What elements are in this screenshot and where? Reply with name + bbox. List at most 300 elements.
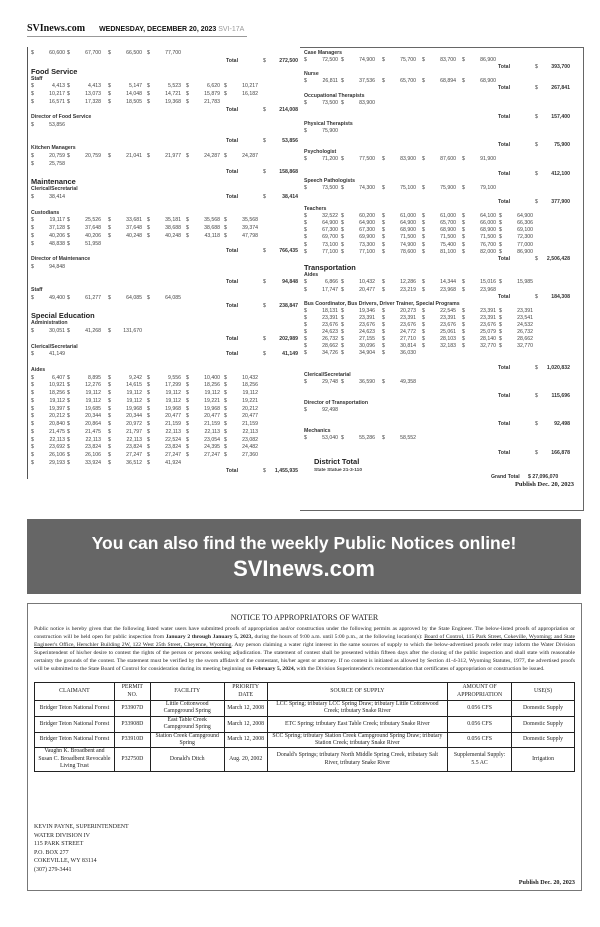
currency: $ xyxy=(304,407,307,414)
salary-value: 47,798 xyxy=(242,232,258,239)
currency: $ xyxy=(108,452,111,458)
currency: $ xyxy=(499,343,502,350)
currency: $ xyxy=(108,328,111,334)
salary-value: 23,391 xyxy=(480,307,496,314)
salary-value: 24,623 xyxy=(359,329,375,336)
currency: $ xyxy=(535,64,538,71)
signature-block xyxy=(34,823,129,875)
currency: $ xyxy=(108,153,111,159)
salary-value: 23,082 xyxy=(242,436,258,443)
salary-value: 19,685 xyxy=(85,405,101,412)
salary-value: 23,391 xyxy=(359,314,375,321)
salary-value: 64,900 xyxy=(400,220,416,227)
salary-value: 67,700 xyxy=(85,50,101,56)
public-notices-banner[interactable] xyxy=(27,519,581,594)
salary-value: 17,299 xyxy=(165,382,181,389)
currency: $ xyxy=(67,50,70,56)
currency: $ xyxy=(422,314,425,321)
total-row xyxy=(29,248,299,256)
currency: $ xyxy=(147,232,150,239)
currency: $ xyxy=(382,286,385,293)
spacer xyxy=(29,202,299,210)
salary-value: 27,360 xyxy=(242,452,258,458)
currency: $ xyxy=(422,336,425,343)
currency: $ xyxy=(422,307,425,314)
total-value: 214,008 xyxy=(279,106,298,113)
currency: $ xyxy=(341,321,344,328)
salary-value: 74,900 xyxy=(400,241,416,248)
salary-value: 14,615 xyxy=(126,382,142,389)
currency: $ xyxy=(67,428,70,435)
salary-value: 23,391 xyxy=(517,307,533,314)
currency: $ xyxy=(535,293,538,300)
salary-value: 17,328 xyxy=(85,98,101,105)
currency: $ xyxy=(67,294,70,301)
salary-value: 131,670 xyxy=(123,328,142,334)
salary-value: 66,306 xyxy=(517,220,533,227)
salary-value: 68,900 xyxy=(440,227,456,234)
salary-value: 6,407 xyxy=(52,374,65,381)
group-title: Staff xyxy=(31,75,43,82)
currency: $ xyxy=(31,351,34,358)
currency: $ xyxy=(67,405,70,412)
issue-date xyxy=(99,26,244,33)
currency: $ xyxy=(304,99,307,106)
salary-value: 40,248 xyxy=(165,232,181,239)
salary-value: 73,300 xyxy=(359,241,375,248)
section-heading: Maintenance xyxy=(31,177,76,187)
currency: $ xyxy=(67,382,70,389)
section-heading: Special Education xyxy=(31,311,95,321)
salary-value: 23,676 xyxy=(480,321,496,328)
currency: $ xyxy=(147,428,150,435)
salary-value: 66,000 xyxy=(480,220,496,227)
salary-value: 23,219 xyxy=(400,286,416,293)
salary-value: 24,772 xyxy=(400,329,416,336)
table-row xyxy=(29,91,299,99)
currency: $ xyxy=(535,142,538,149)
table-cell: P33910D xyxy=(114,732,150,748)
salary-value: 9,242 xyxy=(129,374,142,381)
salary-value: 55,286 xyxy=(359,435,375,442)
spacer xyxy=(302,107,582,114)
currency: $ xyxy=(499,248,502,255)
salary-value: 19,968 xyxy=(204,405,220,412)
table-cell: East Table Creek Campground Spring xyxy=(150,716,224,732)
currency: $ xyxy=(304,435,307,442)
salary-value: 15,985 xyxy=(517,279,533,286)
currency: $ xyxy=(147,405,150,412)
table-cell: Bridger Teton National Forest xyxy=(35,732,115,748)
group-title: Aides xyxy=(304,272,319,279)
salary-value: 77,100 xyxy=(359,248,375,255)
grand-total-value: $ 27,096,070 xyxy=(528,473,559,480)
currency: $ xyxy=(499,234,502,241)
currency: $ xyxy=(304,286,307,293)
currency: $ xyxy=(224,83,227,90)
table-row xyxy=(35,748,575,771)
currency: $ xyxy=(382,435,385,442)
salary-value: 28,662 xyxy=(322,343,338,350)
currency: $ xyxy=(108,225,111,231)
currency: $ xyxy=(31,382,34,389)
salary-column-right xyxy=(302,50,582,488)
salary-value: 38,414 xyxy=(49,194,65,200)
salary-value: 73,500 xyxy=(322,99,338,106)
currency: $ xyxy=(31,390,34,396)
spacer xyxy=(302,443,582,450)
column-header: AMOUNT OF APPROPRIATION xyxy=(448,683,512,701)
salary-value: 67,300 xyxy=(359,227,375,234)
spacer xyxy=(302,386,582,393)
currency: $ xyxy=(224,153,227,159)
currency: $ xyxy=(462,220,465,227)
salary-value: 37,536 xyxy=(359,78,375,85)
currency: $ xyxy=(31,194,34,200)
total-label: Total xyxy=(226,137,239,144)
currency: $ xyxy=(499,314,502,321)
currency: $ xyxy=(462,307,465,314)
salary-value: 27,247 xyxy=(165,452,181,458)
salary-value: 22,113 xyxy=(242,428,258,435)
table-cell: Little Cottonwood Campground Spring xyxy=(150,701,224,717)
currency: $ xyxy=(31,240,34,247)
salary-value: 72,300 xyxy=(517,234,533,241)
currency: $ xyxy=(224,390,227,396)
salary-value: 37,648 xyxy=(85,225,101,231)
currency: $ xyxy=(462,286,465,293)
currency: $ xyxy=(108,428,111,435)
salary-value: 19,968 xyxy=(126,405,142,412)
salary-value: 32,770 xyxy=(517,343,533,350)
table-row xyxy=(29,429,299,437)
total-label: Total xyxy=(498,293,511,300)
currency: $ xyxy=(67,240,70,247)
currency: $ xyxy=(499,220,502,227)
salary-value: 79,100 xyxy=(480,184,496,191)
currency: $ xyxy=(224,428,227,435)
salary-value: 39,374 xyxy=(242,225,258,231)
salary-value: 34,904 xyxy=(359,350,375,357)
salary-value: 23,824 xyxy=(126,444,142,451)
currency: $ xyxy=(382,378,385,385)
currency: $ xyxy=(224,217,227,224)
salary-value: 20,759 xyxy=(85,153,101,159)
currency: $ xyxy=(224,444,227,451)
salary-value: 29,193 xyxy=(49,459,65,466)
salary-value: 8,895 xyxy=(88,374,101,381)
currency: $ xyxy=(147,91,150,97)
currency: $ xyxy=(341,248,344,255)
currency: $ xyxy=(422,184,425,191)
salary-value: 28,662 xyxy=(517,336,533,343)
currency: $ xyxy=(341,286,344,293)
currency: $ xyxy=(67,444,70,451)
salary-value: 33,924 xyxy=(85,459,101,466)
currency: $ xyxy=(535,392,538,399)
currency: $ xyxy=(304,78,307,85)
currency: $ xyxy=(382,227,385,234)
currency: $ xyxy=(108,50,111,56)
table-row xyxy=(29,122,299,130)
salary-value: 19,112 xyxy=(85,390,101,396)
salary-value: 10,432 xyxy=(359,279,375,286)
salary-value: 61,277 xyxy=(85,294,101,301)
salary-value: 81,100 xyxy=(440,248,456,255)
salary-value: 92,498 xyxy=(322,407,338,414)
banner-link[interactable]: SVInews.com xyxy=(233,556,375,581)
currency: $ xyxy=(108,98,111,105)
currency: $ xyxy=(304,184,307,191)
currency: $ xyxy=(147,397,150,404)
salary-value: 19,117 xyxy=(49,217,65,224)
salary-value: 23,541 xyxy=(517,314,533,321)
currency: $ xyxy=(304,241,307,248)
salary-value: 21,041 xyxy=(126,153,142,159)
currency: $ xyxy=(462,156,465,163)
salary-value: 23,968 xyxy=(480,286,496,293)
salary-value: 32,770 xyxy=(480,343,496,350)
table-row xyxy=(35,732,575,748)
salary-value: 83,900 xyxy=(400,156,416,163)
table-row xyxy=(29,233,299,241)
currency: $ xyxy=(341,307,344,314)
table-cell: 0.056 CFS xyxy=(448,732,512,748)
salary-value: 21,159 xyxy=(242,421,258,427)
table-row xyxy=(29,217,299,225)
currency: $ xyxy=(31,83,34,90)
table-cell: SCC Spring; tributary Station Creek Campground Spring Draw; tributary Station Creek; tributary Snake River xyxy=(267,732,448,748)
table-row xyxy=(302,185,582,192)
salary-value: 65,700 xyxy=(400,78,416,85)
salary-value: 10,432 xyxy=(242,374,258,381)
salary-value: 53,040 xyxy=(322,435,338,442)
group-title: Mechanics xyxy=(304,428,331,435)
group-title: Staff xyxy=(31,287,43,293)
site-logo: SVInews.com xyxy=(27,23,86,34)
currency: $ xyxy=(462,234,465,241)
currency: $ xyxy=(224,413,227,420)
table-cell: ETC Spring; tributary East Table Creek; tributary Snake River xyxy=(267,716,448,732)
table-header-row xyxy=(35,683,575,701)
salary-value: 30,051 xyxy=(49,328,65,334)
table-cell: March 12, 2008 xyxy=(224,701,267,717)
salary-value: 76,700 xyxy=(480,241,496,248)
currency: $ xyxy=(422,156,425,163)
salary-value: 65,700 xyxy=(440,220,456,227)
salary-value: 75,900 xyxy=(322,128,338,135)
salary-value: 64,085 xyxy=(165,294,181,301)
salary-value: 23,824 xyxy=(85,444,101,451)
salary-value: 23,054 xyxy=(204,436,220,443)
currency: $ xyxy=(341,213,344,220)
currency: $ xyxy=(462,314,465,321)
total-label: Total xyxy=(498,421,511,428)
currency: $ xyxy=(67,390,70,396)
currency: $ xyxy=(31,160,34,167)
total-label: Total xyxy=(226,168,239,175)
table-cell: Domestic Supply xyxy=(512,716,575,732)
salary-value: 19,112 xyxy=(165,390,181,396)
total-row xyxy=(302,365,582,372)
total-value: 377,900 xyxy=(551,198,570,205)
currency: $ xyxy=(224,436,227,443)
currency: $ xyxy=(108,436,111,443)
salary-value: 82,000 xyxy=(480,248,496,255)
salary-value: 71,500 xyxy=(440,234,456,241)
group-title: Director of Transportation xyxy=(304,400,368,406)
salary-value: 20,477 xyxy=(359,286,375,293)
currency: $ xyxy=(186,436,189,443)
currency: $ xyxy=(382,329,385,336)
currency: $ xyxy=(67,83,70,90)
table-row xyxy=(302,287,582,294)
salary-value: 36,590 xyxy=(359,378,375,385)
table-row xyxy=(29,421,299,429)
currency: $ xyxy=(108,421,111,427)
total-row xyxy=(29,58,299,66)
currency: $ xyxy=(499,336,502,343)
salary-value: 18,505 xyxy=(126,98,142,105)
currency: $ xyxy=(535,113,538,120)
salary-value: 32,183 xyxy=(440,343,456,350)
salary-value: 94,848 xyxy=(49,263,65,270)
currency: $ xyxy=(341,329,344,336)
salary-value: 26,732 xyxy=(517,329,533,336)
currency: $ xyxy=(462,248,465,255)
currency: $ xyxy=(67,374,70,381)
salary-value: 19,221 xyxy=(242,397,258,404)
table-cell: 0.056 CFS xyxy=(448,716,512,732)
salary-value: 26,811 xyxy=(322,78,338,85)
currency: $ xyxy=(108,374,111,381)
currency: $ xyxy=(108,217,111,224)
salary-value: 20,759 xyxy=(49,153,65,159)
currency: $ xyxy=(263,194,266,200)
currency: $ xyxy=(535,421,538,428)
currency: $ xyxy=(224,452,227,458)
currency: $ xyxy=(535,364,538,371)
currency: $ xyxy=(186,405,189,412)
salary-value: 29,748 xyxy=(322,378,338,385)
water-notice xyxy=(27,603,582,891)
total-value: 38,414 xyxy=(282,194,298,200)
salary-value: 38,688 xyxy=(165,225,181,231)
table-row xyxy=(302,322,582,329)
currency: $ xyxy=(382,279,385,286)
salary-value: 37,128 xyxy=(49,225,65,231)
salary-value: 35,181 xyxy=(165,217,181,224)
salary-value: 71,500 xyxy=(400,234,416,241)
salary-value: 19,968 xyxy=(165,405,181,412)
currency: $ xyxy=(67,413,70,420)
salary-value: 4,413 xyxy=(88,83,101,90)
currency: $ xyxy=(67,153,70,159)
grand-total-row xyxy=(302,474,582,481)
salary-value: 37,648 xyxy=(126,225,142,231)
notice-text: . Any person claiming a water right interest in the same sources of supply to which the below-advertised proofs refer may inform the Water Division Superintendent of his/her desire to contest the rights of the person or persons seeking adjudication. The statement of contest shall be presented within fifteen days after the closing of the public inspection and shall state with reasonable certainty the grounds of the contest. The statement must be verified by the sworn affidavit of the contestant, his/her agent or attorney. If no contest is initiated as allowed by Section 41-4-312, Wyoming Statutes, 1977, the advertised proofs will be submitted to the State Board of Control for consideration during its meeting beginning on xyxy=(34,642,575,673)
table-row xyxy=(29,460,299,468)
currency: $ xyxy=(382,350,385,357)
currency: $ xyxy=(31,421,34,427)
appropriators-table xyxy=(34,682,575,772)
salary-value: 15,879 xyxy=(204,91,220,97)
salary-value: 20,840 xyxy=(49,421,65,427)
spacer xyxy=(29,272,299,280)
currency: $ xyxy=(462,329,465,336)
total-row xyxy=(29,107,299,115)
salary-value: 40,206 xyxy=(85,232,101,239)
total-row xyxy=(302,421,582,428)
currency: $ xyxy=(186,390,189,396)
currency: $ xyxy=(147,374,150,381)
salary-value: 22,113 xyxy=(165,428,181,435)
currency: $ xyxy=(108,444,111,451)
currency: $ xyxy=(304,307,307,314)
salary-value: 69,100 xyxy=(517,227,533,234)
salary-value: 78,600 xyxy=(400,248,416,255)
group-title: Case Managers xyxy=(304,50,343,56)
group-title: Nurse xyxy=(304,71,319,78)
currency: $ xyxy=(304,213,307,220)
total-value: 92,498 xyxy=(554,421,570,428)
currency: $ xyxy=(31,436,34,443)
table-row xyxy=(302,308,582,315)
salary-value: 60,200 xyxy=(359,213,375,220)
total-label: Total xyxy=(498,392,511,399)
table-row xyxy=(302,279,582,286)
currency: $ xyxy=(422,57,425,64)
salary-value: 23,391 xyxy=(322,314,338,321)
currency: $ xyxy=(304,156,307,163)
table-row xyxy=(29,351,299,359)
currency: $ xyxy=(382,184,385,191)
table-row xyxy=(29,161,299,169)
salary-value: 19,397 xyxy=(49,405,65,412)
table-cell: Vaughn K. Broadbent and Susan C. Broadbent Revocable Living Trust xyxy=(35,748,115,771)
salary-value: 35,568 xyxy=(242,217,258,224)
currency: $ xyxy=(341,279,344,286)
salary-value: 13,073 xyxy=(85,91,101,97)
salary-value: 18,256 xyxy=(242,382,258,389)
salary-value: 21,977 xyxy=(165,153,181,159)
grand-total-label: Grand Total xyxy=(491,473,520,480)
salary-value: 64,900 xyxy=(322,220,338,227)
total-label: Total xyxy=(226,248,239,255)
total-row xyxy=(302,450,582,457)
currency: $ xyxy=(31,153,34,159)
notice-bold: January 2 through January 5, 2023, xyxy=(165,634,253,641)
currency: $ xyxy=(31,294,34,301)
currency: $ xyxy=(422,234,425,241)
currency: $ xyxy=(31,217,34,224)
table-row xyxy=(302,156,582,163)
currency: $ xyxy=(147,217,150,224)
salary-value: 83,700 xyxy=(440,57,456,64)
total-value: 412,100 xyxy=(551,170,570,177)
currency: $ xyxy=(341,350,344,357)
signature-line: 115 PARK STREET xyxy=(34,841,84,848)
salary-value: 64,085 xyxy=(126,294,142,301)
total-label: Total xyxy=(498,198,511,205)
salary-value: 20,212 xyxy=(49,413,65,420)
group-title: Administration xyxy=(31,320,68,327)
currency: $ xyxy=(462,241,465,248)
total-row xyxy=(302,256,582,263)
group-title: Custodians xyxy=(31,209,60,216)
total-value: 184,308 xyxy=(551,293,570,300)
signature-line: (307) 279-3441 xyxy=(34,866,72,873)
